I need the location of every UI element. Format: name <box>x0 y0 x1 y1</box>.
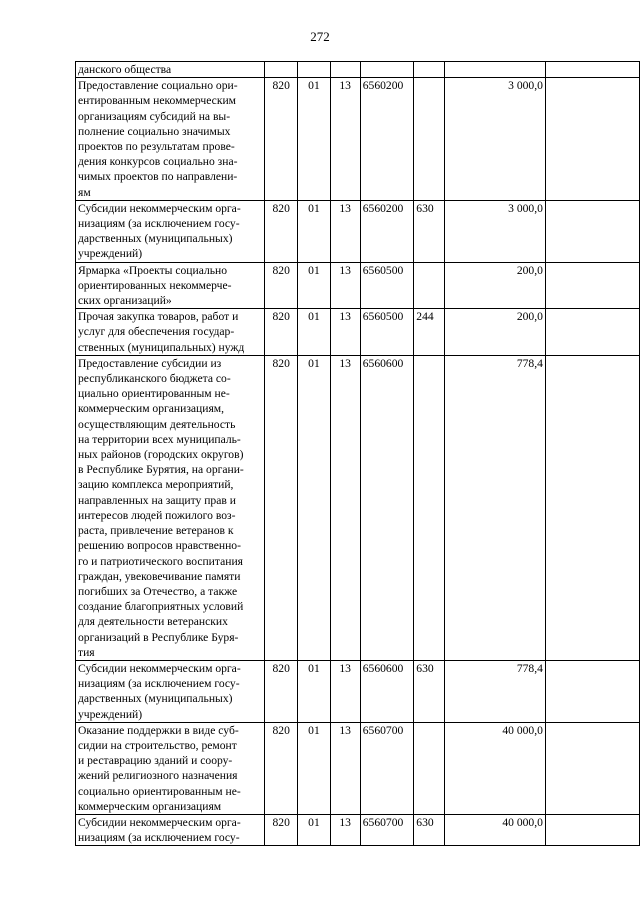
section-cell <box>298 62 330 78</box>
table-row <box>76 355 640 660</box>
section-cell: 01 <box>298 309 330 356</box>
section-cell: 01 <box>298 78 330 201</box>
name-line: погибших за Отечество, а также <box>78 584 238 598</box>
table-row <box>76 200 640 262</box>
section-cell: 01 <box>298 814 330 845</box>
name-line: коммерческим организациям, <box>78 402 225 416</box>
amount-cell: 778,4 <box>444 660 545 722</box>
table-row <box>76 62 640 78</box>
name-line: жений религиозного назначения <box>78 769 238 783</box>
name-line: низациям (за исключением госу- <box>78 677 240 691</box>
empty-cell <box>545 814 639 845</box>
row-name-cell <box>76 814 265 845</box>
name-line: низациям (за исключением госу- <box>78 831 240 845</box>
name-line: дения конкурсов социально зна- <box>78 155 238 169</box>
row-name-cell <box>76 722 265 814</box>
name-line: Оказание поддержки в виде суб- <box>78 723 239 737</box>
name-line: Прочая закупка товаров, работ и <box>78 310 239 324</box>
expense-type-cell <box>414 262 445 309</box>
name-line: решению вопросов нравственно- <box>78 539 241 553</box>
name-line: организаций в Республике Буря- <box>78 630 239 644</box>
amount-cell: 778,4 <box>444 355 545 660</box>
name-line: создание благоприятных условий <box>78 600 244 614</box>
name-line: социально ориентированным не- <box>78 784 241 798</box>
name-line: дарственных (муниципальных) <box>78 232 233 246</box>
name-line: Предоставление субсидии из <box>78 356 222 370</box>
name-line: ям <box>78 185 91 199</box>
section-cell: 01 <box>298 355 330 660</box>
name-line: для деятельности ветеранских <box>78 615 228 629</box>
empty-cell <box>545 660 639 722</box>
admin-code-cell: 820 <box>265 78 298 201</box>
name-line: граждан, увековечивание памяти <box>78 569 241 583</box>
name-line: ных районов (городских округов) <box>78 448 244 462</box>
expense-type-cell <box>414 78 445 201</box>
admin-code-cell: 820 <box>265 355 298 660</box>
name-line: сидии на строительство, ремонт <box>78 738 237 752</box>
subsection-cell <box>330 62 360 78</box>
amount-cell: 200,0 <box>444 309 545 356</box>
target-article-cell: 6560200 <box>360 200 414 262</box>
target-article-cell: 6560200 <box>360 78 414 201</box>
expense-type-cell: 244 <box>414 309 445 356</box>
row-name-cell <box>76 309 265 356</box>
expense-type-cell: 630 <box>414 660 445 722</box>
amount-cell <box>444 62 545 78</box>
admin-code-cell: 820 <box>265 660 298 722</box>
admin-code-cell: 820 <box>265 722 298 814</box>
name-line: ственных (муниципальных) нужд <box>78 340 245 354</box>
amount-cell: 3 000,0 <box>444 78 545 201</box>
name-line: данского общества <box>78 63 172 76</box>
subsection-cell: 13 <box>330 309 360 356</box>
name-line: коммерческим организациям <box>78 799 222 813</box>
name-line: в Республике Бурятия, на органи- <box>78 463 244 477</box>
name-line: раста, привлечение ветеранов к <box>78 524 234 538</box>
empty-cell <box>545 309 639 356</box>
row-name-cell <box>76 355 265 660</box>
admin-code-cell: 820 <box>265 262 298 309</box>
name-line: направленных на защиту прав и <box>78 493 236 507</box>
empty-cell <box>545 200 639 262</box>
expense-type-cell: 630 <box>414 200 445 262</box>
name-line: проектов по результатам прове- <box>78 140 235 154</box>
section-cell: 01 <box>298 262 330 309</box>
expense-type-cell: 630 <box>414 814 445 845</box>
name-line: осуществляющим деятельность <box>78 417 236 431</box>
section-cell: 01 <box>298 660 330 722</box>
admin-code-cell: 820 <box>265 309 298 356</box>
admin-code-cell: 820 <box>265 200 298 262</box>
empty-cell <box>545 62 639 78</box>
name-line: Субсидии некоммерческим орга- <box>78 661 241 675</box>
name-line: интересов людей пожилого воз- <box>78 508 236 522</box>
target-article-cell: 6560600 <box>360 660 414 722</box>
amount-cell: 200,0 <box>444 262 545 309</box>
name-line: учреждений) <box>78 707 143 721</box>
name-line: циально ориентированным не- <box>78 387 230 401</box>
name-line: полнение социально значимых <box>78 124 231 138</box>
row-name-cell <box>76 200 265 262</box>
row-name-cell <box>76 262 265 309</box>
subsection-cell: 13 <box>330 200 360 262</box>
table-row <box>76 262 640 309</box>
empty-cell <box>545 355 639 660</box>
name-line: низациям (за исключением госу- <box>78 217 240 231</box>
name-line: на территории всех муниципаль- <box>78 432 241 446</box>
section-cell: 01 <box>298 722 330 814</box>
amount-cell: 3 000,0 <box>444 200 545 262</box>
target-article-cell: 6560500 <box>360 309 414 356</box>
name-line: зацию комплекса мероприятий, <box>78 478 234 492</box>
subsection-cell: 13 <box>330 355 360 660</box>
name-line: Субсидии некоммерческим орга- <box>78 815 241 829</box>
subsection-cell: 13 <box>330 660 360 722</box>
name-line: Субсидии некоммерческим орга- <box>78 201 241 215</box>
admin-code-cell: 820 <box>265 814 298 845</box>
name-line: тия <box>78 645 95 659</box>
name-line: го и патриотического воспитания <box>78 554 243 568</box>
name-line: Ярмарка «Проекты социально <box>78 263 228 277</box>
target-article-cell: 6560600 <box>360 355 414 660</box>
name-line: дарственных (муниципальных) <box>78 692 233 706</box>
target-article-cell: 6560500 <box>360 262 414 309</box>
table-row <box>76 722 640 814</box>
row-name-cell <box>76 660 265 722</box>
section-cell: 01 <box>298 200 330 262</box>
name-line: услуг для обеспечения государ- <box>78 325 235 339</box>
table-row <box>76 660 640 722</box>
name-line: и реставрацию зданий и соору- <box>78 754 233 768</box>
empty-cell <box>545 262 639 309</box>
subsection-cell: 13 <box>330 722 360 814</box>
table-row <box>76 309 640 356</box>
table-row <box>76 814 640 845</box>
name-line: организациям субсидий на вы- <box>78 109 231 123</box>
expense-type-cell <box>414 355 445 660</box>
name-line: учреждений) <box>78 247 143 261</box>
name-line: республиканского бюджета со- <box>78 372 231 386</box>
expense-type-cell <box>414 722 445 814</box>
name-line: ориентированных некоммерче- <box>78 278 232 292</box>
amount-cell: 40 000,0 <box>444 722 545 814</box>
subsection-cell: 13 <box>330 814 360 845</box>
row-name-cell <box>76 78 265 201</box>
subsection-cell: 13 <box>330 262 360 309</box>
name-line: Предоставление социально ори- <box>78 79 238 93</box>
page-number: 272 <box>310 29 330 44</box>
row-name-cell <box>76 62 265 78</box>
admin-code-cell <box>265 62 298 78</box>
budget-table <box>75 61 640 846</box>
target-article-cell <box>360 62 414 78</box>
name-line: ских организаций» <box>78 294 172 308</box>
subsection-cell: 13 <box>330 78 360 201</box>
empty-cell <box>545 722 639 814</box>
target-article-cell: 6560700 <box>360 722 414 814</box>
name-line: ентированным некоммерческим <box>78 94 236 108</box>
amount-cell: 40 000,0 <box>444 814 545 845</box>
target-article-cell: 6560700 <box>360 814 414 845</box>
table-row <box>76 78 640 201</box>
name-line: чимых проектов по направлени- <box>78 170 238 184</box>
expense-type-cell <box>414 62 445 78</box>
empty-cell <box>545 78 639 201</box>
